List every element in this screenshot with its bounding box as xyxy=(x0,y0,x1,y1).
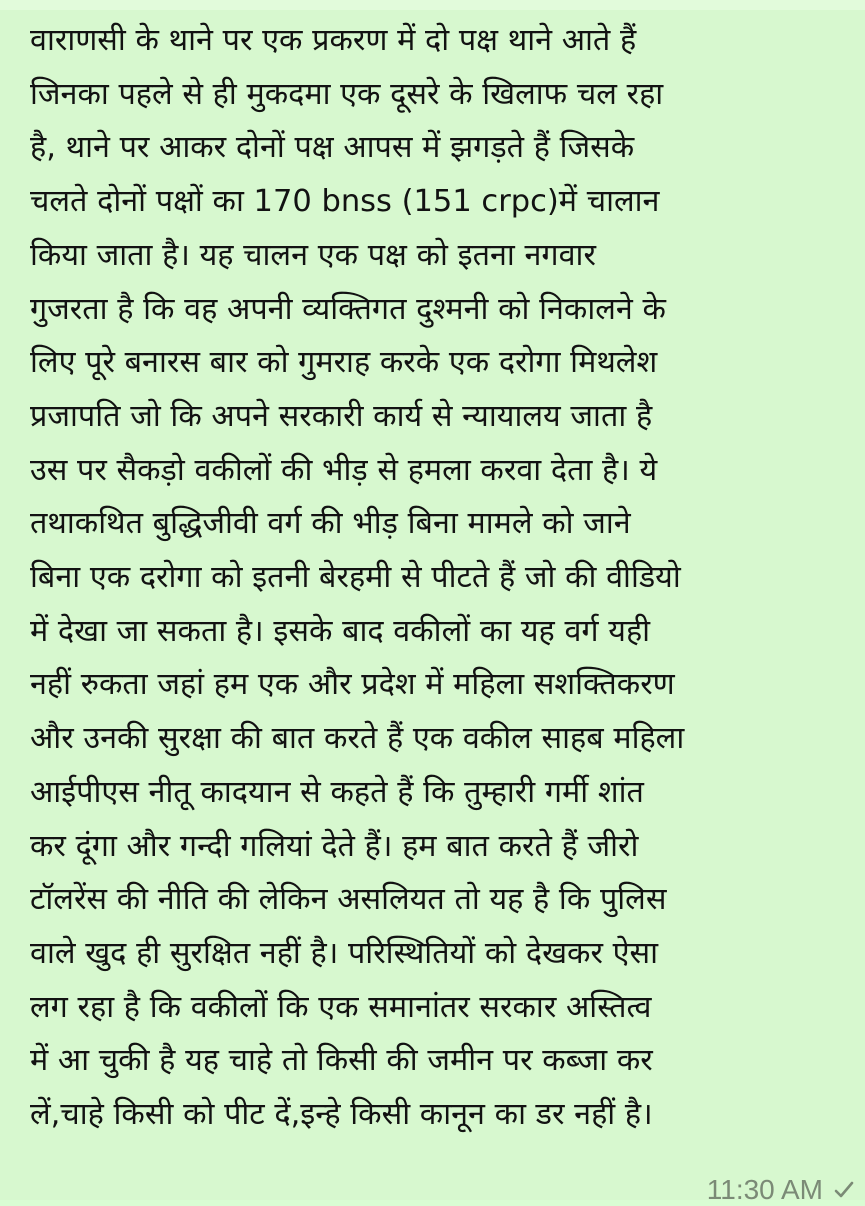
message-line: है, थाने पर आकर दोनों पक्ष आपस में झगड़ते हैं जिसके xyxy=(30,130,635,166)
message-line: लग रहा है कि वकीलों कि एक समानांतर सरकार अस्तित्व xyxy=(30,989,652,1025)
message-line: में देखा जा सकता है। इसके बाद वकीलों का यह वर्ग यही xyxy=(30,613,651,649)
message-line: वाराणसी के थाने पर एक प्रकरण में दो पक्ष थाने आते हैं xyxy=(30,23,637,58)
message-time: 11:30 AM xyxy=(706,1174,823,1205)
message-line: टॉलरेंस की नीति की लेकिन असलियत तो यह है कि पुलिस xyxy=(30,882,667,918)
bubble-top-edge xyxy=(0,0,865,10)
message-line: आईपीएस नीतू कादयान से कहते हैं कि तुम्हारी गर्मी शांत xyxy=(30,774,644,810)
message-line: बिना एक दरोगा को इतनी बेरहमी से पीटते हैं जो की वीडियो xyxy=(30,560,681,596)
message-line: और उनकी सुरक्षा की बात करते हैं एक वकील साहब महिला xyxy=(30,721,685,757)
message-line: जिनका पहले से ही मुकदमा एक दूसरे के खिलाफ चल रहा xyxy=(30,76,664,112)
message-line: तथाकथित बुद्धिजीवी वर्ग की भीड़ बिना मामले को जाने xyxy=(30,506,631,542)
message-text xyxy=(30,14,860,1142)
message-line: किया जाता है। यह चालन एक पक्ष को इतना नगवार xyxy=(30,237,596,273)
message-line: लिए पूरे बनारस बार को गुमराह करके एक दरोगा मिथलेश xyxy=(30,345,658,381)
message-line: चलते दोनों पक्षों का 170 bnss (151 crpc)में चालान xyxy=(30,184,660,220)
message-line: कर दूंगा और गन्दी गलियां देते हैं। हम बात करते हैं जीरो xyxy=(30,828,639,864)
single-check-icon xyxy=(833,1179,855,1201)
message-line: उस पर सैकड़ो वकीलों की भीड़ से हमला करवा देता है। ये xyxy=(30,452,658,488)
message-line: लें,चाहे किसी को पीट दें,इन्हे किसी कानून का डर नहीं है। xyxy=(30,1097,653,1133)
message-line: में आ चुकी है यह चाहे तो किसी की जमीन पर कब्जा कर xyxy=(30,1043,653,1079)
message-line: नहीं रुकता जहां हम एक और प्रदेश में महिला सशक्तिकरण xyxy=(30,667,675,703)
message-line: वाले खुद ही सुरक्षित नहीं है। परिस्थितियों को देखकर ऐसा xyxy=(30,935,659,971)
message-line: गुजरता है कि वह अपनी व्यक्तिगत दुश्मनी को निकालने के xyxy=(30,291,666,327)
message-meta xyxy=(707,1174,855,1206)
message-line: प्रजापति जो कि अपने सरकारी कार्य से न्यायालय जाता है xyxy=(30,398,653,434)
